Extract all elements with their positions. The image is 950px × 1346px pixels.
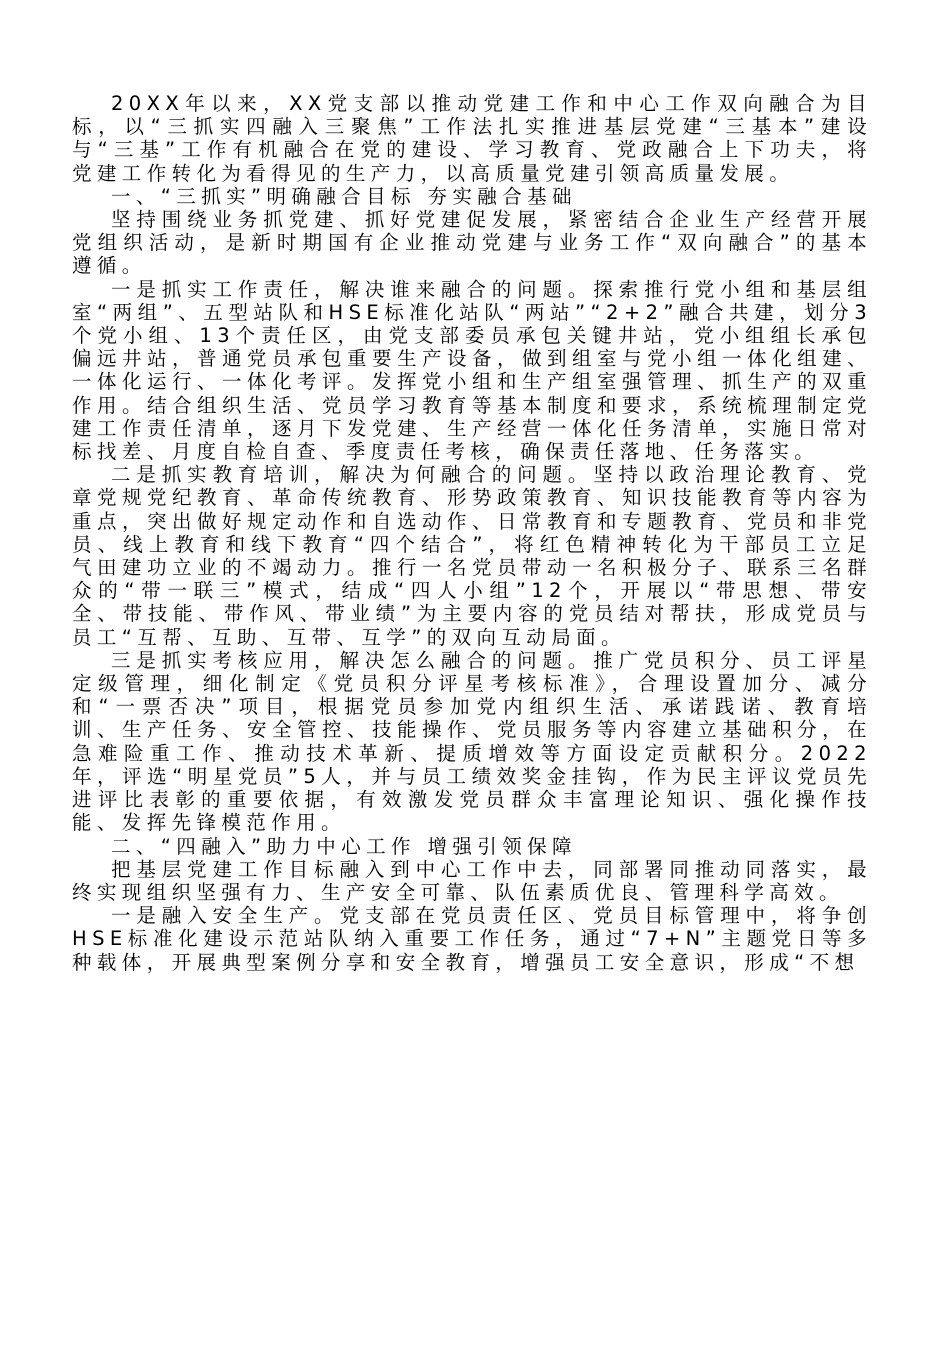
work-responsibility-paragraph: 一是抓实工作责任，解决谁来融合的问题。探索推行党小组和基层组室“两组”、五型站队和HSE标准化站队“两站”“2+2”融合共建，划分3个党小组、13个责任区，由党支部委员承包关键井站，党小组组长承包偏远井站，普通党员承包重要生产设备，做到组室与党小组一体化组建、一体化运行、一体化考评。发挥党小组和生产组室强管理、抓生产的双重作用。结合组织生活、党员学习教育等基本制度和要求，系统梳理制定党建工作责任清单，逐月下发党建、生产经营一体化任务清单，实施日常对标找差、月度自检自查、季度责任考核，确保责任落地、任务落实。 xyxy=(72,277,872,464)
assessment-application-paragraph: 三是抓实考核应用，解决怎么融合的问题。推广党员积分、员工评星定级管理，细化制定《党员积分评星考核标准》，合理设置加分、减分和“一票否决”项目，根据党员参加党内组织生活、承诺践诺、教育培训、生产任务、安全管控、技能操作、党员服务等内容建立基础积分，在急难险重工作、推动技术革新、提质增效等方面设定贡献积分。2022年，评选“明星党员”5人，并与员工绩效奖金挂钩，作为民主评议党员先进评比表彰的重要依据，有效激发党员群众丰富理论知识、强化操作技能、发挥先锋模范作用。 xyxy=(72,648,872,835)
education-training-paragraph: 二是抓实教育培训，解决为何融合的问题。坚持以政治理论教育、党章党规党纪教育、革命传统教育、形势政策教育、知识技能教育等内容为重点，突出做好规定动作和自选动作、日常教育和专题教育、党员和非党员、线上教育和线下教育“四个结合”，将红色精神转化为干部员工立足气田建功立业的不竭动力。推行一名党员带动一名积极分子、联系三名群众的“带一联三”模式，结成“四人小组”12个，开展以“带思想、带安全、带技能、带作风、带业绩”为主要内容的党员结对帮扶，形成党员与员工“互帮、互助、互带、互学”的双向互动局面。 xyxy=(72,463,872,649)
intro-paragraph: 20XX年以来，XX党支部以推动党建工作和中心工作双向融合为目标，以“三抓实四融入三聚焦”工作法扎实推进基层党建“三基本”建设与“三基”工作有机融合在党的建设、学习教育、党政融合上下功夫，将党建工作转化为看得见的生产力，以高质量党建引领高质量发展。 xyxy=(72,92,872,185)
section-1-intro-paragraph: 坚持围绕业务抓党建、抓好党建促发展，紧密结合企业生产经营开展党组织活动，是新时期国有企业推动党建与业务工作“双向融合”的基本遵循。 xyxy=(72,208,872,278)
section-heading-1: 一、“三抓实”明确融合目标 夯实融合基础 xyxy=(111,184,577,208)
section-2-intro-paragraph: 把基层党建工作目标融入到中心工作中去，同部署同推动同落实，最终实现组织坚强有力、生产安全可靠、队伍素质优良、管理科学高效。 xyxy=(72,857,872,904)
section-heading-2: 二、“四融入”助力中心工作 增强引领保障 xyxy=(111,834,577,858)
safety-production-paragraph: 一是融入安全生产。党支部在党员责任区、党员目标管理中，将争创HSE标准化建设示范站队纳入重要工作任务，通过“7+N”主题党日等多种载体，开展典型案例分享和安全教育，增强员工安全意识，形成“不想 xyxy=(72,904,872,974)
document-body xyxy=(72,92,872,974)
